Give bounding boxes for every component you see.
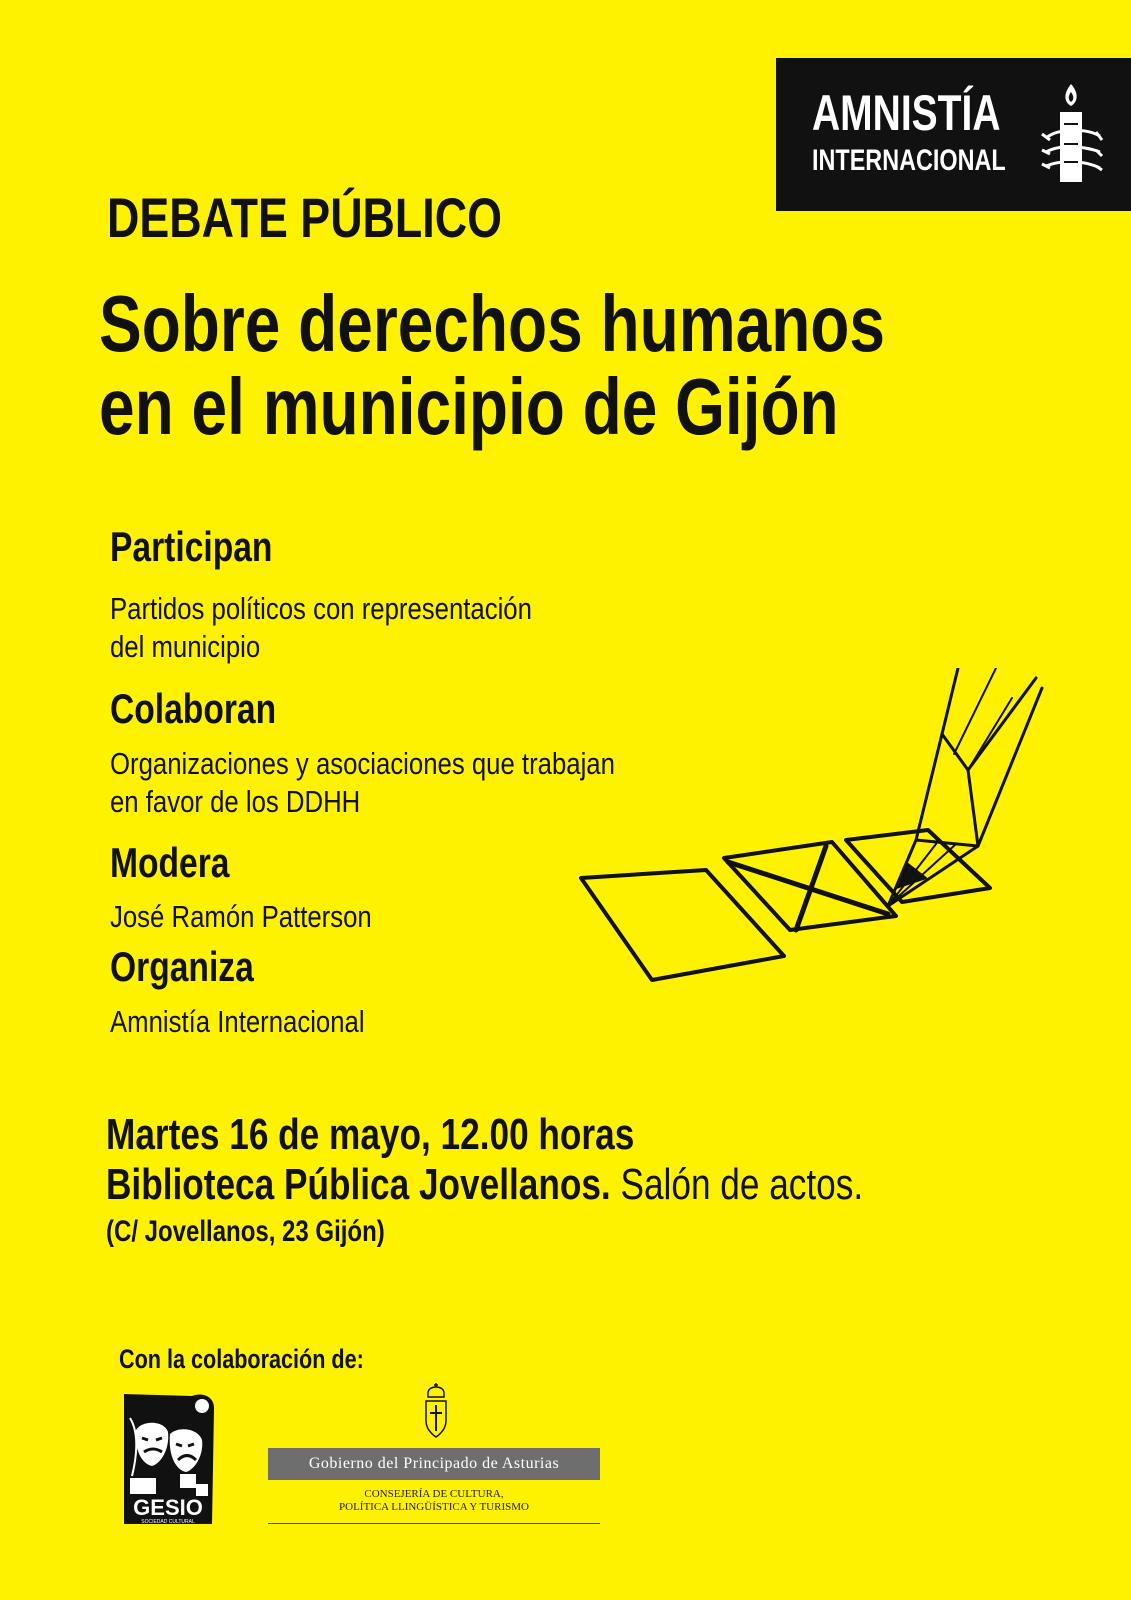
- event-venue: Biblioteca Pública Jovellanos.: [106, 1160, 611, 1209]
- event-venue-line: [106, 1160, 863, 1210]
- participan-text: [110, 590, 532, 666]
- modera-line-1: José Ramón Patterson: [110, 899, 372, 934]
- candle-barbed-wire-icon: [1038, 80, 1108, 190]
- page-title: [99, 279, 885, 451]
- participan-line-2: del municipio: [110, 629, 261, 664]
- modera-text: [110, 898, 372, 936]
- colaboran-heading: Colaboran: [110, 685, 277, 732]
- logo-text-internacional: INTERNACIONAL: [812, 144, 1006, 177]
- amnesty-logo: [776, 58, 1131, 211]
- event-address: (C/ Jovellanos, 23 Gijón): [106, 1215, 385, 1248]
- asturias-divider: [268, 1523, 600, 1524]
- title-line-2: en el municipio de Gijón: [99, 362, 839, 451]
- event-room: Salón de actos.: [620, 1160, 864, 1209]
- asturias-government-name: Gobierno del Principado de Asturias: [268, 1448, 600, 1480]
- ballot-pencil-illustration: [576, 668, 1066, 1008]
- collaboration-label: Con la colaboración de:: [119, 1344, 364, 1374]
- asturias-crest-icon: [424, 1383, 448, 1439]
- event-type-heading: DEBATE PÚBLICO: [107, 186, 502, 249]
- colaboran-line-2: en favor de los DDHH: [110, 784, 361, 819]
- organiza-heading: Organiza: [110, 943, 254, 990]
- gesio-subtitle: SOCIEDAD CULTURAL: [141, 1519, 195, 1525]
- gesio-name: GESIO: [133, 1495, 203, 1520]
- colaboran-line-1: Organizaciones y asociaciones que trabajan: [110, 746, 615, 781]
- organiza-text: [110, 1003, 365, 1041]
- participan-heading: Participan: [110, 523, 273, 570]
- asturias-sub-line-2: POLÍTICA LLINGÜÍSTICA Y TURISMO: [339, 1501, 529, 1513]
- asturias-sub-line-1: CONSEJERÍA DE CULTURA,: [364, 1488, 504, 1500]
- colaboran-text: [110, 745, 615, 821]
- participan-line-1: Partidos políticos con representación: [110, 591, 532, 626]
- organiza-line-1: Amnistía Internacional: [110, 1004, 365, 1039]
- asturias-department: [268, 1488, 600, 1514]
- event-date-time: Martes 16 de mayo, 12.00 horas: [106, 1110, 635, 1159]
- logo-text-amnistia: AMNISTÍA: [812, 85, 1001, 141]
- modera-heading: Modera: [110, 839, 230, 886]
- gesio-logo: [122, 1390, 218, 1530]
- title-line-1: Sobre derechos humanos: [99, 279, 885, 368]
